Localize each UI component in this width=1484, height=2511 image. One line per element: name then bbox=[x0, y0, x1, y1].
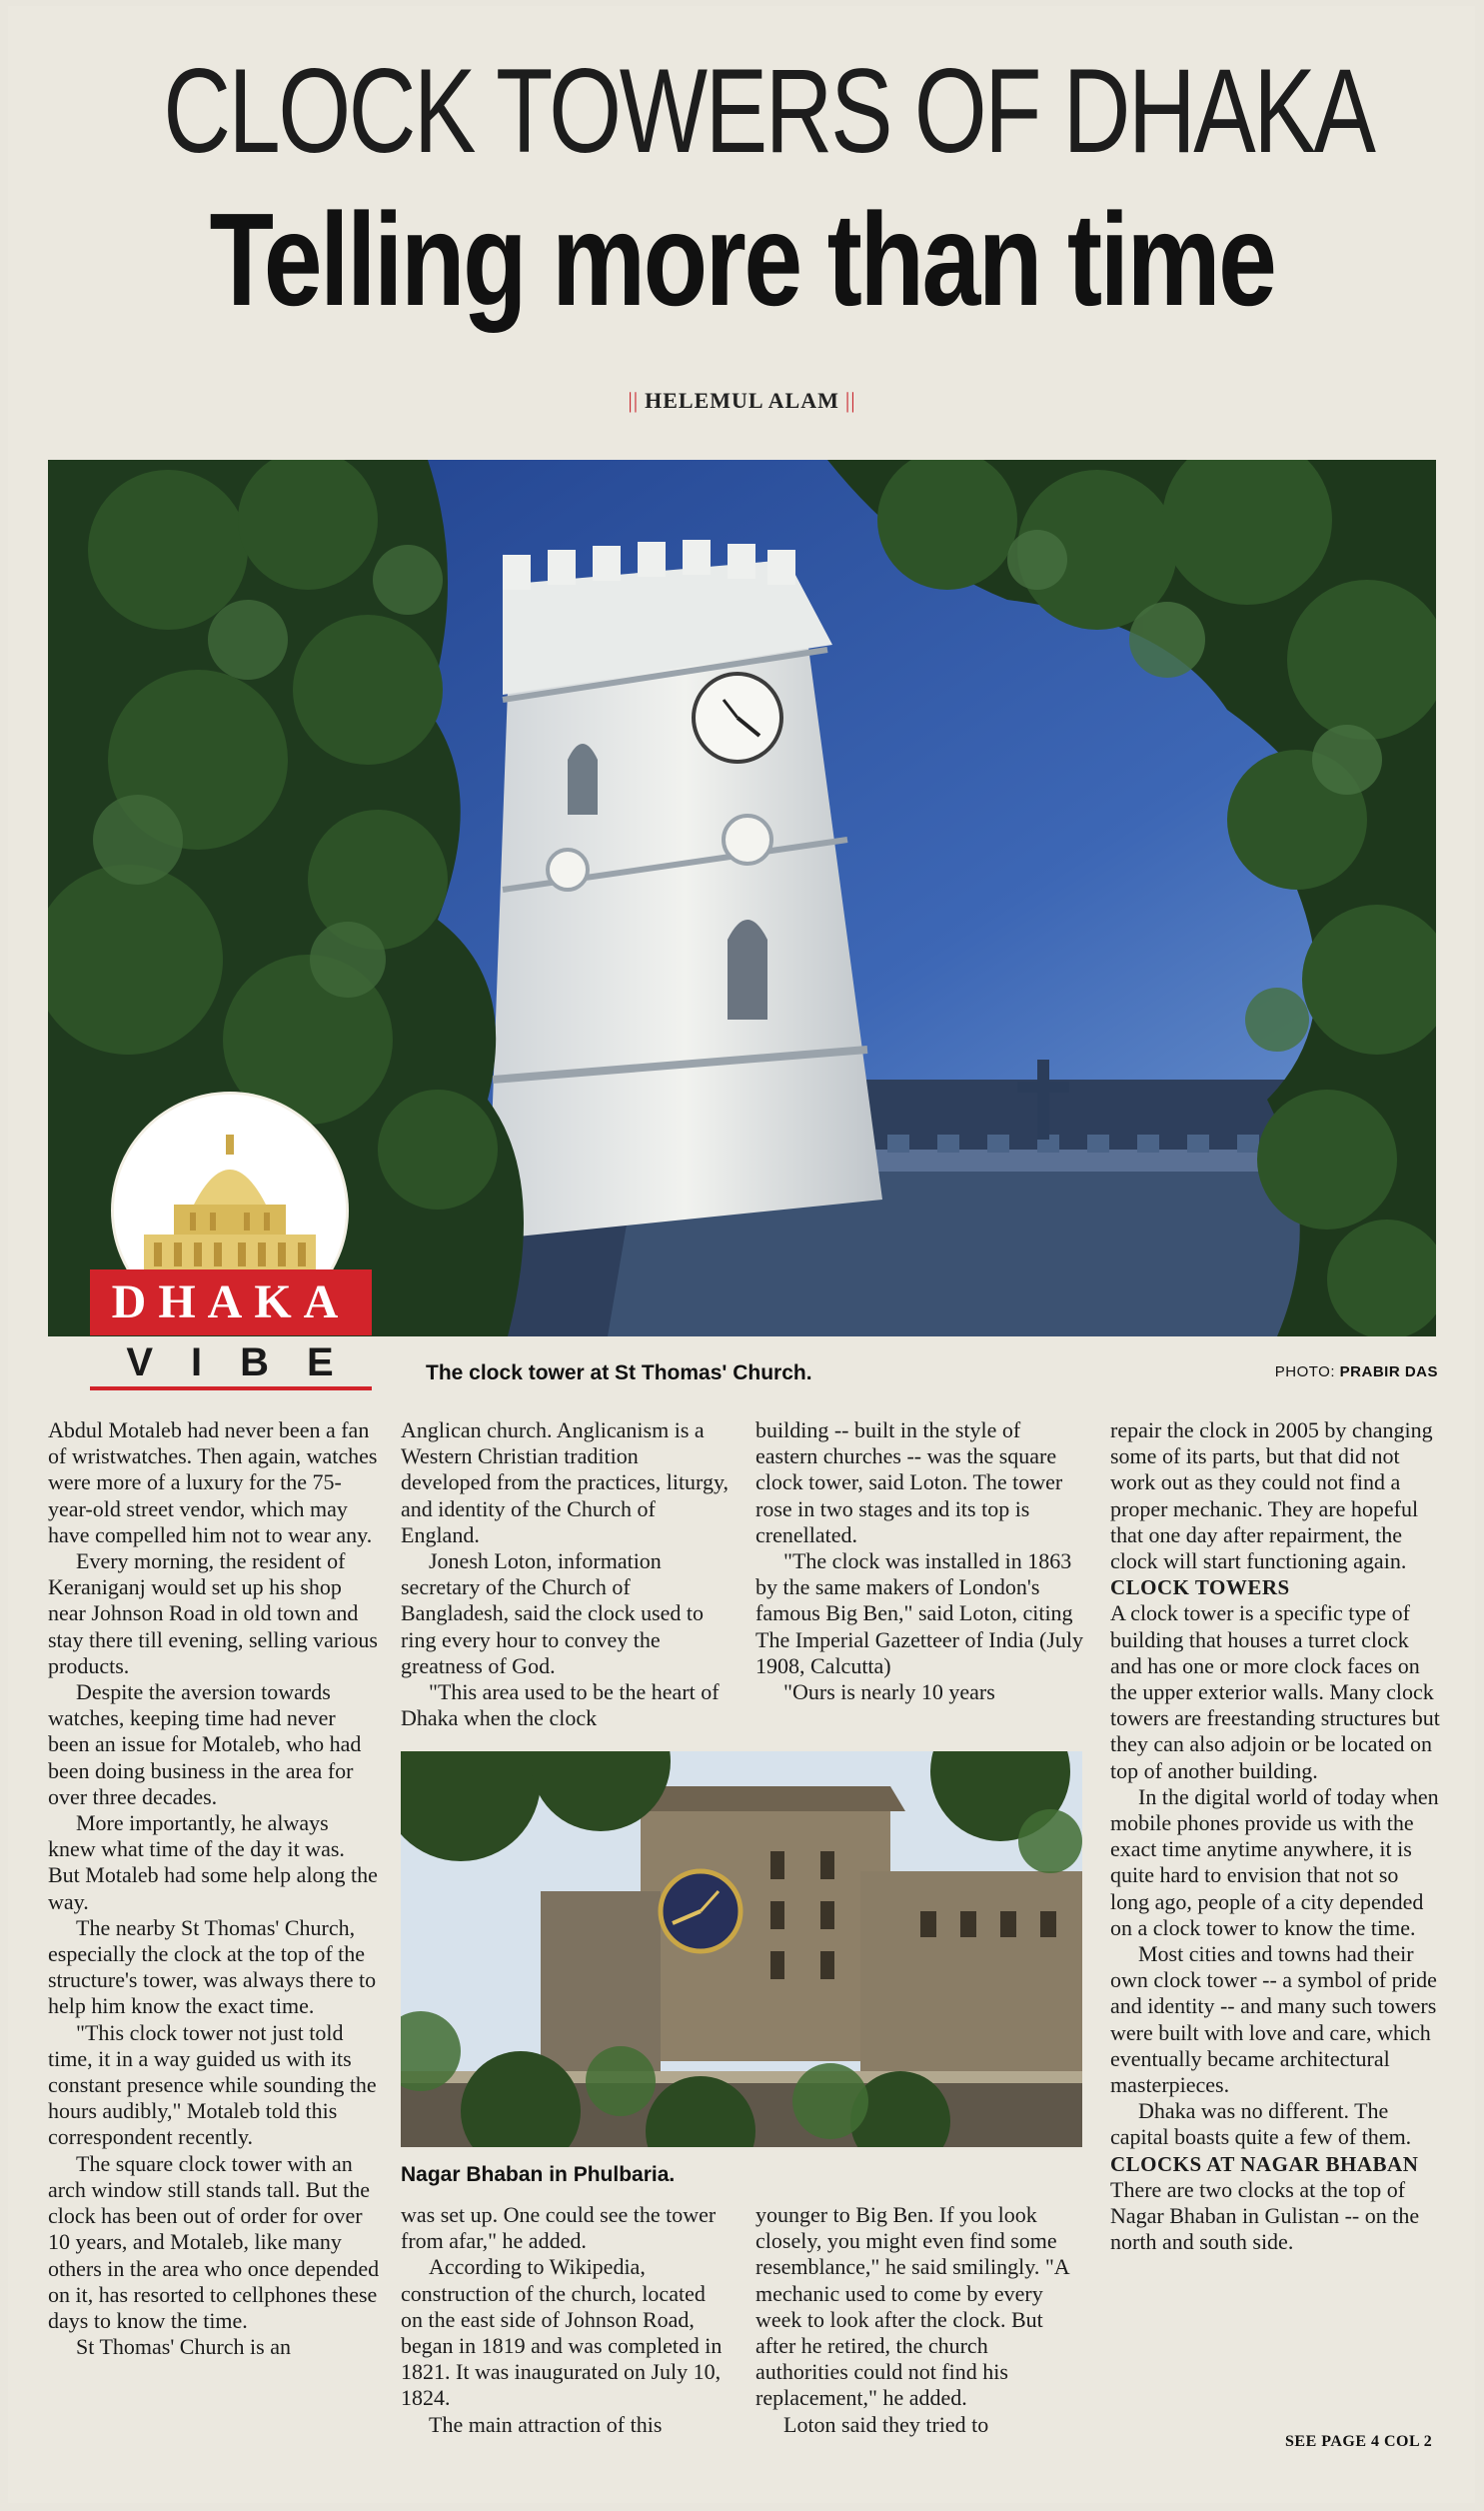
paragraph: Abdul Motaleb had never been a fan of wristwatches. Then again, watches were more of a luxury for the 75-year-old street vendor, which may have compelled him not to wear any. bbox=[48, 1417, 378, 1547]
byline: || HELEMUL ALAM || bbox=[628, 388, 856, 413]
paragraph: Anglican church. Anglicanism is a Western Christian tradition developed from the practices, liturgy, and identity of the Church of England. bbox=[401, 1417, 730, 1547]
paragraph: Despite the aversion towards watches, keeping time had never been an issue for Motaleb, who had been doing business in the area for over three decades. bbox=[48, 1679, 362, 1809]
paragraph: According to Wikipedia, construction of the church, located on the east side of Johnson Road, began in 1819 and was completed in 1821. It was inaugurated on July 10, 1824. bbox=[401, 2254, 723, 2411]
paragraph: was set up. One could see the tower from afar," he added. bbox=[401, 2202, 717, 2254]
paragraph: "Ours is nearly 10 years bbox=[783, 1679, 995, 1705]
inset-photo-caption: Nagar Bhaban in Phulbaria. bbox=[401, 2163, 676, 2186]
article-column-4 bbox=[1110, 1417, 1442, 2256]
article-column-3-bottom bbox=[755, 2202, 1085, 2438]
badge-dhaka: DHAKA bbox=[90, 1269, 372, 1335]
photo-credit bbox=[1275, 1363, 1438, 1380]
paragraph: The square clock tower with an arch window still stands tall. But the clock has been out of order for over 10 years, and Motaleb, like many others in the area who once depended on it, has resorted to cellphones these days to know the time. bbox=[48, 2150, 380, 2333]
photographer-name: PRABIR DAS bbox=[1339, 1363, 1438, 1380]
badge-underline bbox=[90, 1386, 372, 1390]
kicker-title: CLOCK TOWERS OF DHAKA bbox=[163, 44, 1374, 178]
paragraph: Every morning, the resident of Keraniganj would set up his shop near Johnson Road in old town and stay there till evening, selling various products. bbox=[48, 1548, 378, 1678]
paragraph: The main attraction of this bbox=[429, 2411, 663, 2437]
article-column-2-top bbox=[401, 1417, 731, 1731]
paragraph: "This area used to be the heart of Dhaka when the clock bbox=[401, 1679, 720, 1731]
subheading-clock-towers: CLOCK TOWERS bbox=[1110, 1575, 1290, 1600]
subheading-nagar-bhaban: CLOCKS AT NAGAR BHABAN bbox=[1110, 2151, 1419, 2176]
paragraph: "The clock was installed in 1863 by the same makers of London's famous Big Ben," said Loton, citing The Imperial Gazetteer of India (July 1908, Calcutta) bbox=[755, 1548, 1084, 1678]
article-column-2-bottom bbox=[401, 2202, 731, 2438]
headline: Telling more than time bbox=[209, 186, 1275, 333]
paragraph: In the digital world of today when mobile phones provide us with the exact time anytime anywhere, it is quite hard to envision that not so long ago, people of a city depended on a clock tower to know the time. bbox=[1110, 1783, 1439, 1940]
dhaka-vibe-badge bbox=[86, 1095, 376, 1394]
photo-credit-label: PHOTO: bbox=[1274, 1363, 1335, 1380]
paragraph: Most cities and towns had their own clock tower -- a symbol of pride and identity -- and many such towers were built with love and care, which eventually became architectural masterpieces. bbox=[1110, 1941, 1437, 2098]
paragraph: The nearby St Thomas' Church, especially the clock at the top of the structure's tower, was always there to help him know the exact time. bbox=[48, 1914, 377, 2019]
paragraph: St Thomas' Church is an bbox=[76, 2334, 291, 2360]
paragraph: Jonesh Loton, information secretary of the Church of Bangladesh, said the clock used to ring every hour to convey the greatness of God. bbox=[401, 1548, 705, 1678]
paragraph: More importantly, he always knew what time of the day it was. But Motaleb had some help along the way. bbox=[48, 1810, 378, 1914]
inset-photo-nagar-bhaban bbox=[401, 1751, 1082, 2147]
article-column-3-top bbox=[755, 1417, 1085, 1705]
article-column-1 bbox=[48, 1417, 380, 2360]
paragraph: building -- built in the style of eastern churches -- was the square clock tower, said Loton. The tower rose in two stages and its top is crenellated. bbox=[755, 1417, 1063, 1547]
paragraph: younger to Big Ben. If you look closely, you might even find some resemblance," he said smilingly. "A mechanic used to come by every week to look after the clock. But after he retired, the church authorities could not find his replacement," he added. bbox=[755, 2202, 1069, 2411]
paragraph: repair the clock in 2005 by changing some of its parts, but that did not work out as they could not find a proper mechanic. They are hopeful that one day after repairment, the clock will start functioning again. bbox=[1110, 1417, 1433, 1574]
paragraph: "This clock tower not just told time, it in a way guided us with its constant presence while sounding the hours audibly," Motaleb told this correspondent recently. bbox=[48, 2019, 377, 2150]
paragraph: Dhaka was no different. The capital boasts quite a few of them. bbox=[1110, 2098, 1412, 2150]
main-photo-caption: The clock tower at St Thomas' Church. bbox=[426, 1361, 812, 1384]
paragraph: Loton said they tried to bbox=[783, 2411, 989, 2437]
author-name: HELEMUL ALAM bbox=[645, 388, 839, 413]
paragraph: A clock tower is a specific type of building that houses a turret clock and has one or more clock faces on the upper exterior walls. Many clock towers are freestanding structures but they can also adjoin or be located on top of another building. bbox=[1110, 1600, 1440, 1783]
continuation-note: SEE PAGE 4 COL 2 bbox=[1285, 2433, 1433, 2450]
badge-vibe: VIBE bbox=[90, 1338, 372, 1386]
paragraph: There are two clocks at the top of Nagar Bhaban in Gulistan -- on the north and south side. bbox=[1110, 2176, 1420, 2255]
